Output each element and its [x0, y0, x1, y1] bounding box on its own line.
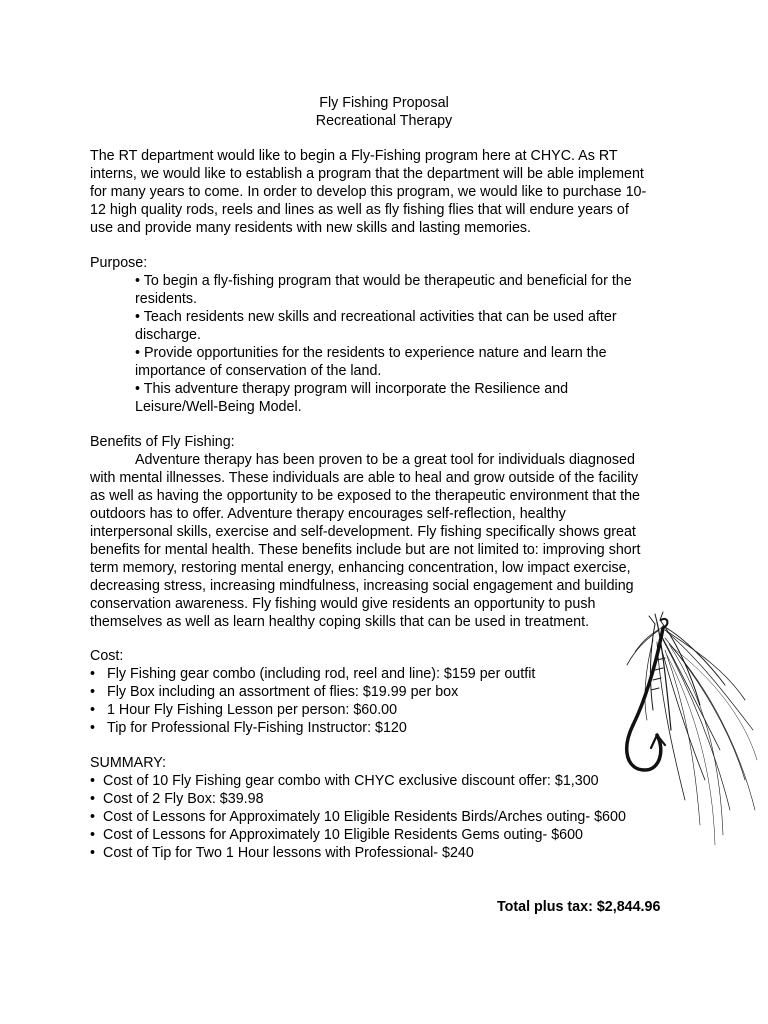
summary-item-1	[90, 772, 599, 790]
benefits-line: term memory, restoring mental energy, enhancing concentration, low impact exercise,	[90, 560, 631, 576]
document-title: Fly Fishing Proposal	[319, 95, 449, 111]
intro-line: for many years to come. In order to develop this program, we would like to purchase 10-	[90, 184, 647, 200]
benefits-heading: Benefits of Fly Fishing:	[90, 434, 235, 450]
intro-line: 12 high quality rods, reels and lines as well as fly fishing flies that will endure years of	[90, 202, 629, 218]
summary-item-2	[90, 790, 264, 808]
summary-heading: SUMMARY:	[90, 755, 167, 771]
cost-item-1	[90, 665, 535, 683]
purpose-item-text: Provide opportunities for the residents to experience nature and learn the	[144, 345, 607, 361]
summary-item-text: Cost of 10 Fly Fishing gear combo with CHYC exclusive discount offer: $1,300	[103, 773, 599, 789]
document-subtitle: Recreational Therapy	[315, 113, 453, 129]
benefits-line: themselves as well as learn healthy coping skills that can be used in treatment.	[90, 614, 590, 630]
cost-item-3	[90, 701, 397, 719]
fly-fishing-hook-icon	[605, 610, 760, 850]
purpose-item-1	[135, 272, 632, 290]
cost-heading: Cost:	[90, 648, 124, 664]
bullet-icon: •	[135, 345, 141, 361]
purpose-item-text: Teach residents new skills and recreational activities that can be used after	[143, 309, 617, 325]
benefits-line: interpersonal skills, exercise and self-development. Fly fishing specifically shows great	[90, 524, 636, 540]
bullet-icon: •	[135, 309, 141, 325]
purpose-item-1-cont: residents.	[135, 291, 197, 307]
bullet-icon: •	[90, 720, 96, 736]
benefits-line: benefits for mental health. These benefits include but are not limited to: improving short	[90, 542, 641, 558]
purpose-item-3-cont: importance of conservation of the land.	[135, 363, 382, 379]
cost-item-2	[90, 683, 458, 701]
cost-item-text: Fly Box including an assortment of flies: $19.99 per box	[107, 684, 459, 700]
benefits-line: decreasing stress, increasing mindfulness, increasing social engagement and building	[90, 578, 634, 594]
bullet-icon: •	[90, 827, 96, 843]
summary-item-text: Cost of Lessons for Approximately 10 Eligible Residents Birds/Arches outing- $600	[103, 809, 626, 825]
cost-item-text: Fly Fishing gear combo (including rod, reel and line): $159 per outfit	[107, 666, 536, 682]
intro-line: interns, we would like to establish a program that the department will be able implement	[90, 166, 644, 182]
summary-item-3	[90, 808, 626, 826]
benefits-line: Adventure therapy has been proven to be a great tool for individuals diagnosed	[135, 452, 635, 468]
benefits-line: conservation awareness. Fly fishing would give residents an opportunity to push	[90, 596, 596, 612]
bullet-icon: •	[90, 666, 96, 682]
summary-item-text: Cost of Tip for Two 1 Hour lessons with Professional- $240	[103, 845, 474, 861]
bullet-icon: •	[90, 809, 96, 825]
benefits-line: outdoors has to offer. Adventure therapy encourages self-reflection, healthy	[90, 506, 566, 522]
bullet-icon: •	[90, 684, 96, 700]
purpose-item-text: This adventure therapy program will incorporate the Resilience and	[143, 381, 569, 397]
bullet-icon: •	[90, 845, 96, 861]
purpose-heading: Purpose:	[90, 255, 148, 271]
purpose-item-4	[135, 380, 568, 398]
purpose-item-4-cont: Leisure/Well-Being Model.	[135, 399, 302, 415]
bullet-icon: •	[135, 381, 141, 397]
bullet-icon: •	[135, 273, 141, 289]
cost-item-4	[90, 719, 407, 737]
intro-line: use and provide many residents with new skills and lasting memories.	[90, 220, 532, 236]
bullet-icon: •	[90, 702, 96, 718]
summary-item-5	[90, 844, 474, 862]
purpose-item-text: To begin a fly-fishing program that would be therapeutic and beneficial for the	[143, 273, 632, 289]
summary-item-4	[90, 826, 583, 844]
summary-item-text: Cost of 2 Fly Box: $39.98	[103, 791, 264, 807]
purpose-item-2-cont: discharge.	[135, 327, 201, 343]
bullet-icon: •	[90, 773, 96, 789]
benefits-line: as well as having the opportunity to be exposed to the therapeutic environment that the	[90, 488, 640, 504]
summary-item-text: Cost of Lessons for Approximately 10 Eligible Residents Gems outing- $600	[103, 827, 583, 843]
purpose-item-2	[135, 308, 617, 326]
cost-item-text: Tip for Professional Fly-Fishing Instructor: $120	[107, 720, 407, 736]
intro-line: The RT department would like to begin a Fly-Fishing program here at CHYC. As RT	[90, 148, 618, 164]
bullet-icon: •	[90, 791, 96, 807]
purpose-item-3	[135, 344, 607, 362]
cost-item-text: 1 Hour Fly Fishing Lesson per person: $60.00	[107, 702, 398, 718]
total-plus-tax: Total plus tax: $2,844.96	[497, 899, 661, 915]
benefits-line: with mental illnesses. These individuals are able to heal and grow outside of the facility	[90, 470, 639, 486]
